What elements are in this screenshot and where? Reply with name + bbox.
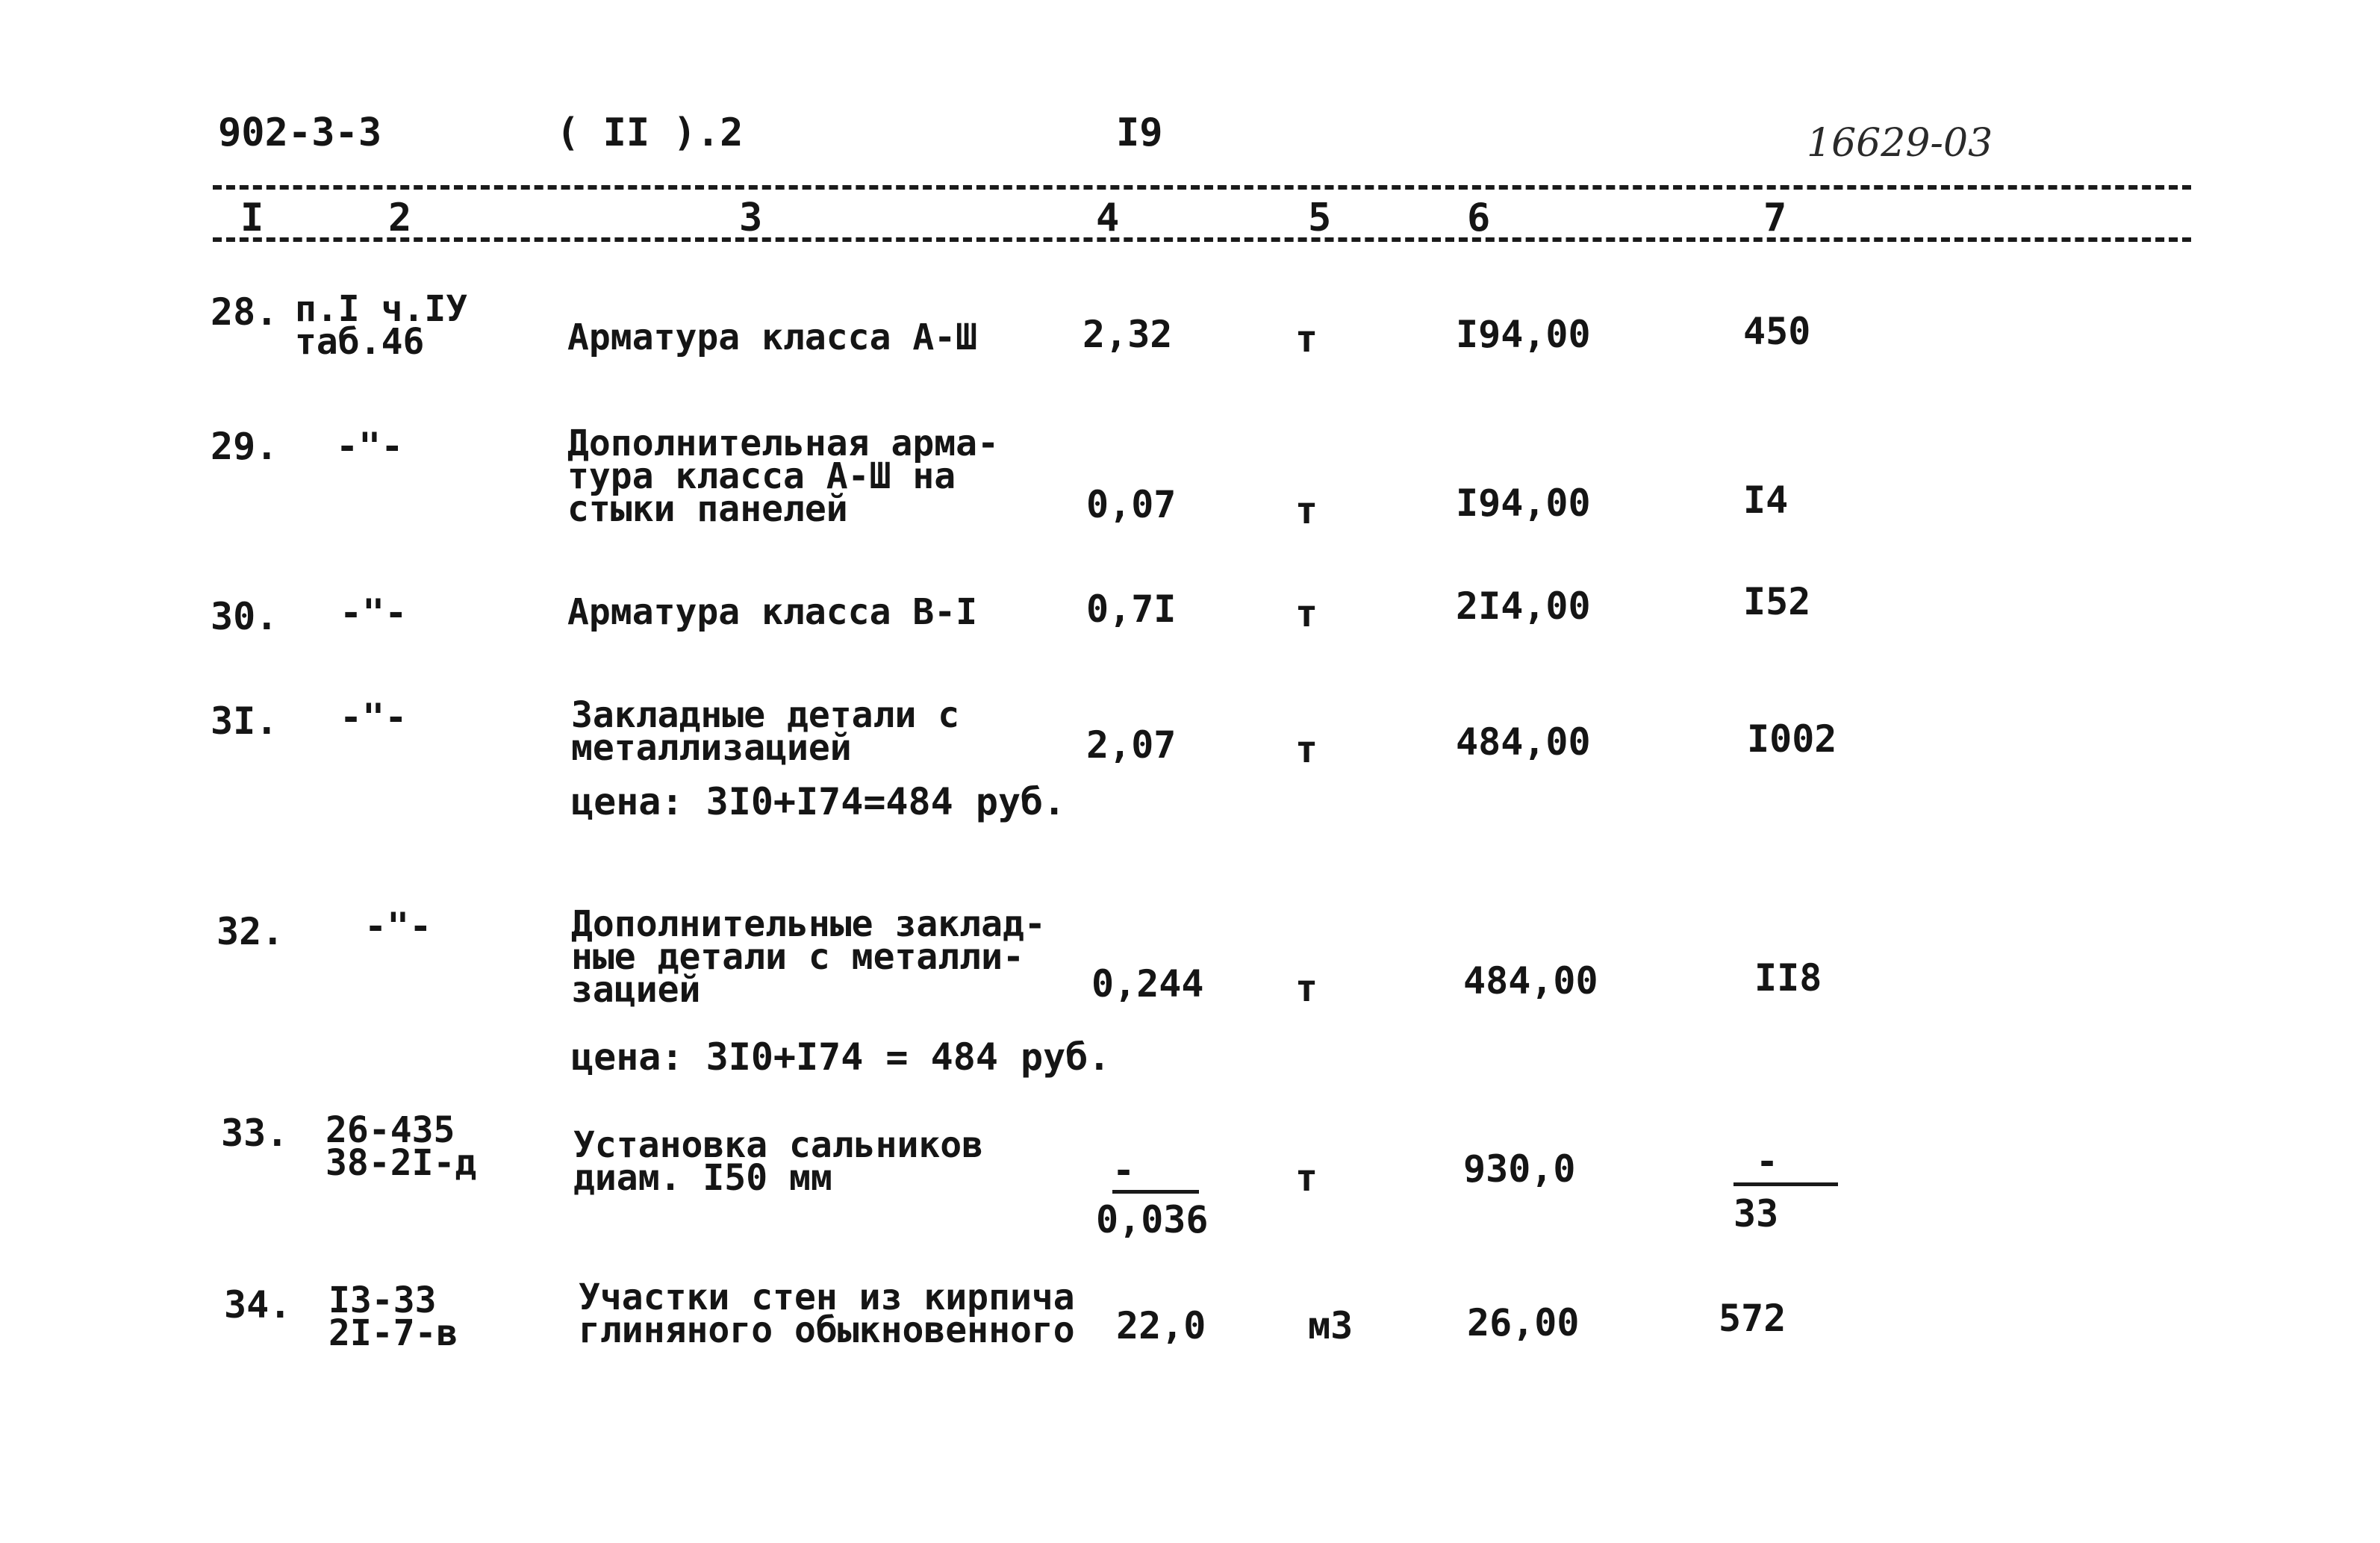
row-unit: т xyxy=(1295,967,1318,1010)
row-total: II8 xyxy=(1754,956,1822,1000)
row-unit: т xyxy=(1295,728,1318,771)
row-total: 450 xyxy=(1743,310,1811,353)
quantity-fraction-line xyxy=(1112,1190,1199,1194)
row-description: Участки стен из кирпича глиняного обыкновенного xyxy=(579,1277,1075,1351)
row-quantity: 0,244 xyxy=(1091,962,1204,1006)
row-reference: -"- xyxy=(340,591,408,635)
row-number: 30. xyxy=(211,595,278,638)
row-description: Установка сальников диам. I50 мм xyxy=(573,1124,984,1199)
column-header-3: 3 xyxy=(739,196,763,240)
row-quantity: 0,07 xyxy=(1086,483,1177,526)
row-unit-price: 484,00 xyxy=(1463,959,1598,1003)
row-description: Арматура класса А-Ш xyxy=(567,317,978,358)
row-unit: т xyxy=(1295,592,1318,635)
row-unit: т xyxy=(1295,1156,1318,1200)
row-reference: -"- xyxy=(340,696,408,739)
row-reference: -"- xyxy=(364,905,432,948)
row-unit-price: 2I4,00 xyxy=(1456,585,1591,628)
row-description: Арматура класса В-I xyxy=(567,591,978,633)
row-reference: -"- xyxy=(336,425,404,468)
row-number: 33. xyxy=(221,1112,289,1155)
row-number: 34. xyxy=(224,1283,292,1327)
row-total: 33 xyxy=(1733,1192,1779,1235)
header-rule-bottom xyxy=(213,237,2191,242)
total-fraction-line xyxy=(1733,1182,1838,1186)
row-unit-price: 26,00 xyxy=(1467,1301,1580,1344)
column-header-4: 4 xyxy=(1096,196,1120,240)
row-total: I002 xyxy=(1747,717,1837,761)
column-header-5: 5 xyxy=(1308,196,1332,240)
row-unit: т xyxy=(1295,317,1318,361)
row-quantity: 2,32 xyxy=(1082,313,1173,356)
row-unit-price: I94,00 xyxy=(1456,481,1591,525)
row-reference: 26-435 38-2I-д xyxy=(325,1109,477,1184)
document-code: 902-3-3 xyxy=(218,110,382,155)
row-number: 29. xyxy=(211,425,278,468)
row-unit-price: I94,00 xyxy=(1456,313,1591,356)
row-quantity-top: - xyxy=(1112,1149,1136,1192)
page-number: I9 xyxy=(1116,110,1163,155)
row-reference: I3-33 2I-7-в xyxy=(328,1279,458,1354)
row-unit-price: 484,00 xyxy=(1456,720,1591,764)
row-price-note: цена: 3I0+I74 = 484 руб. xyxy=(571,1035,1111,1079)
row-number: 32. xyxy=(216,910,284,953)
row-description: Дополнительная арма- тура класса А-Ш на стыки панелей xyxy=(567,423,999,530)
row-price-note: цена: 3I0+I74=484 руб. xyxy=(571,780,1066,823)
column-header-2: 2 xyxy=(388,196,412,240)
row-description: Закладные детали с металлизацией xyxy=(571,694,960,769)
row-description: Дополнительные заклад- ные детали с металли- зацией xyxy=(571,903,1046,1011)
row-total: I4 xyxy=(1743,479,1789,522)
row-unit-price: 930,0 xyxy=(1463,1147,1576,1191)
row-total-top: - xyxy=(1756,1140,1779,1183)
header-rule-top xyxy=(213,185,2191,190)
row-unit: т xyxy=(1295,489,1318,532)
column-header-1: I xyxy=(240,196,264,240)
row-total: 572 xyxy=(1719,1297,1786,1340)
row-total: I52 xyxy=(1743,580,1811,623)
row-quantity: 2,07 xyxy=(1086,723,1177,767)
row-quantity: 0,7I xyxy=(1086,587,1177,631)
row-number: 3I. xyxy=(211,699,278,743)
column-header-6: 6 xyxy=(1467,196,1491,240)
archive-number: 16629-03 xyxy=(1807,121,1993,166)
row-reference: п.I ч.IУ таб.46 xyxy=(295,288,468,363)
row-number: 28. xyxy=(211,290,278,334)
column-header-7: 7 xyxy=(1763,196,1787,240)
document-part: ( II ).2 xyxy=(556,110,744,155)
row-quantity: 22,0 xyxy=(1116,1304,1206,1347)
row-quantity: 0,036 xyxy=(1096,1198,1209,1241)
row-unit: м3 xyxy=(1308,1304,1353,1347)
